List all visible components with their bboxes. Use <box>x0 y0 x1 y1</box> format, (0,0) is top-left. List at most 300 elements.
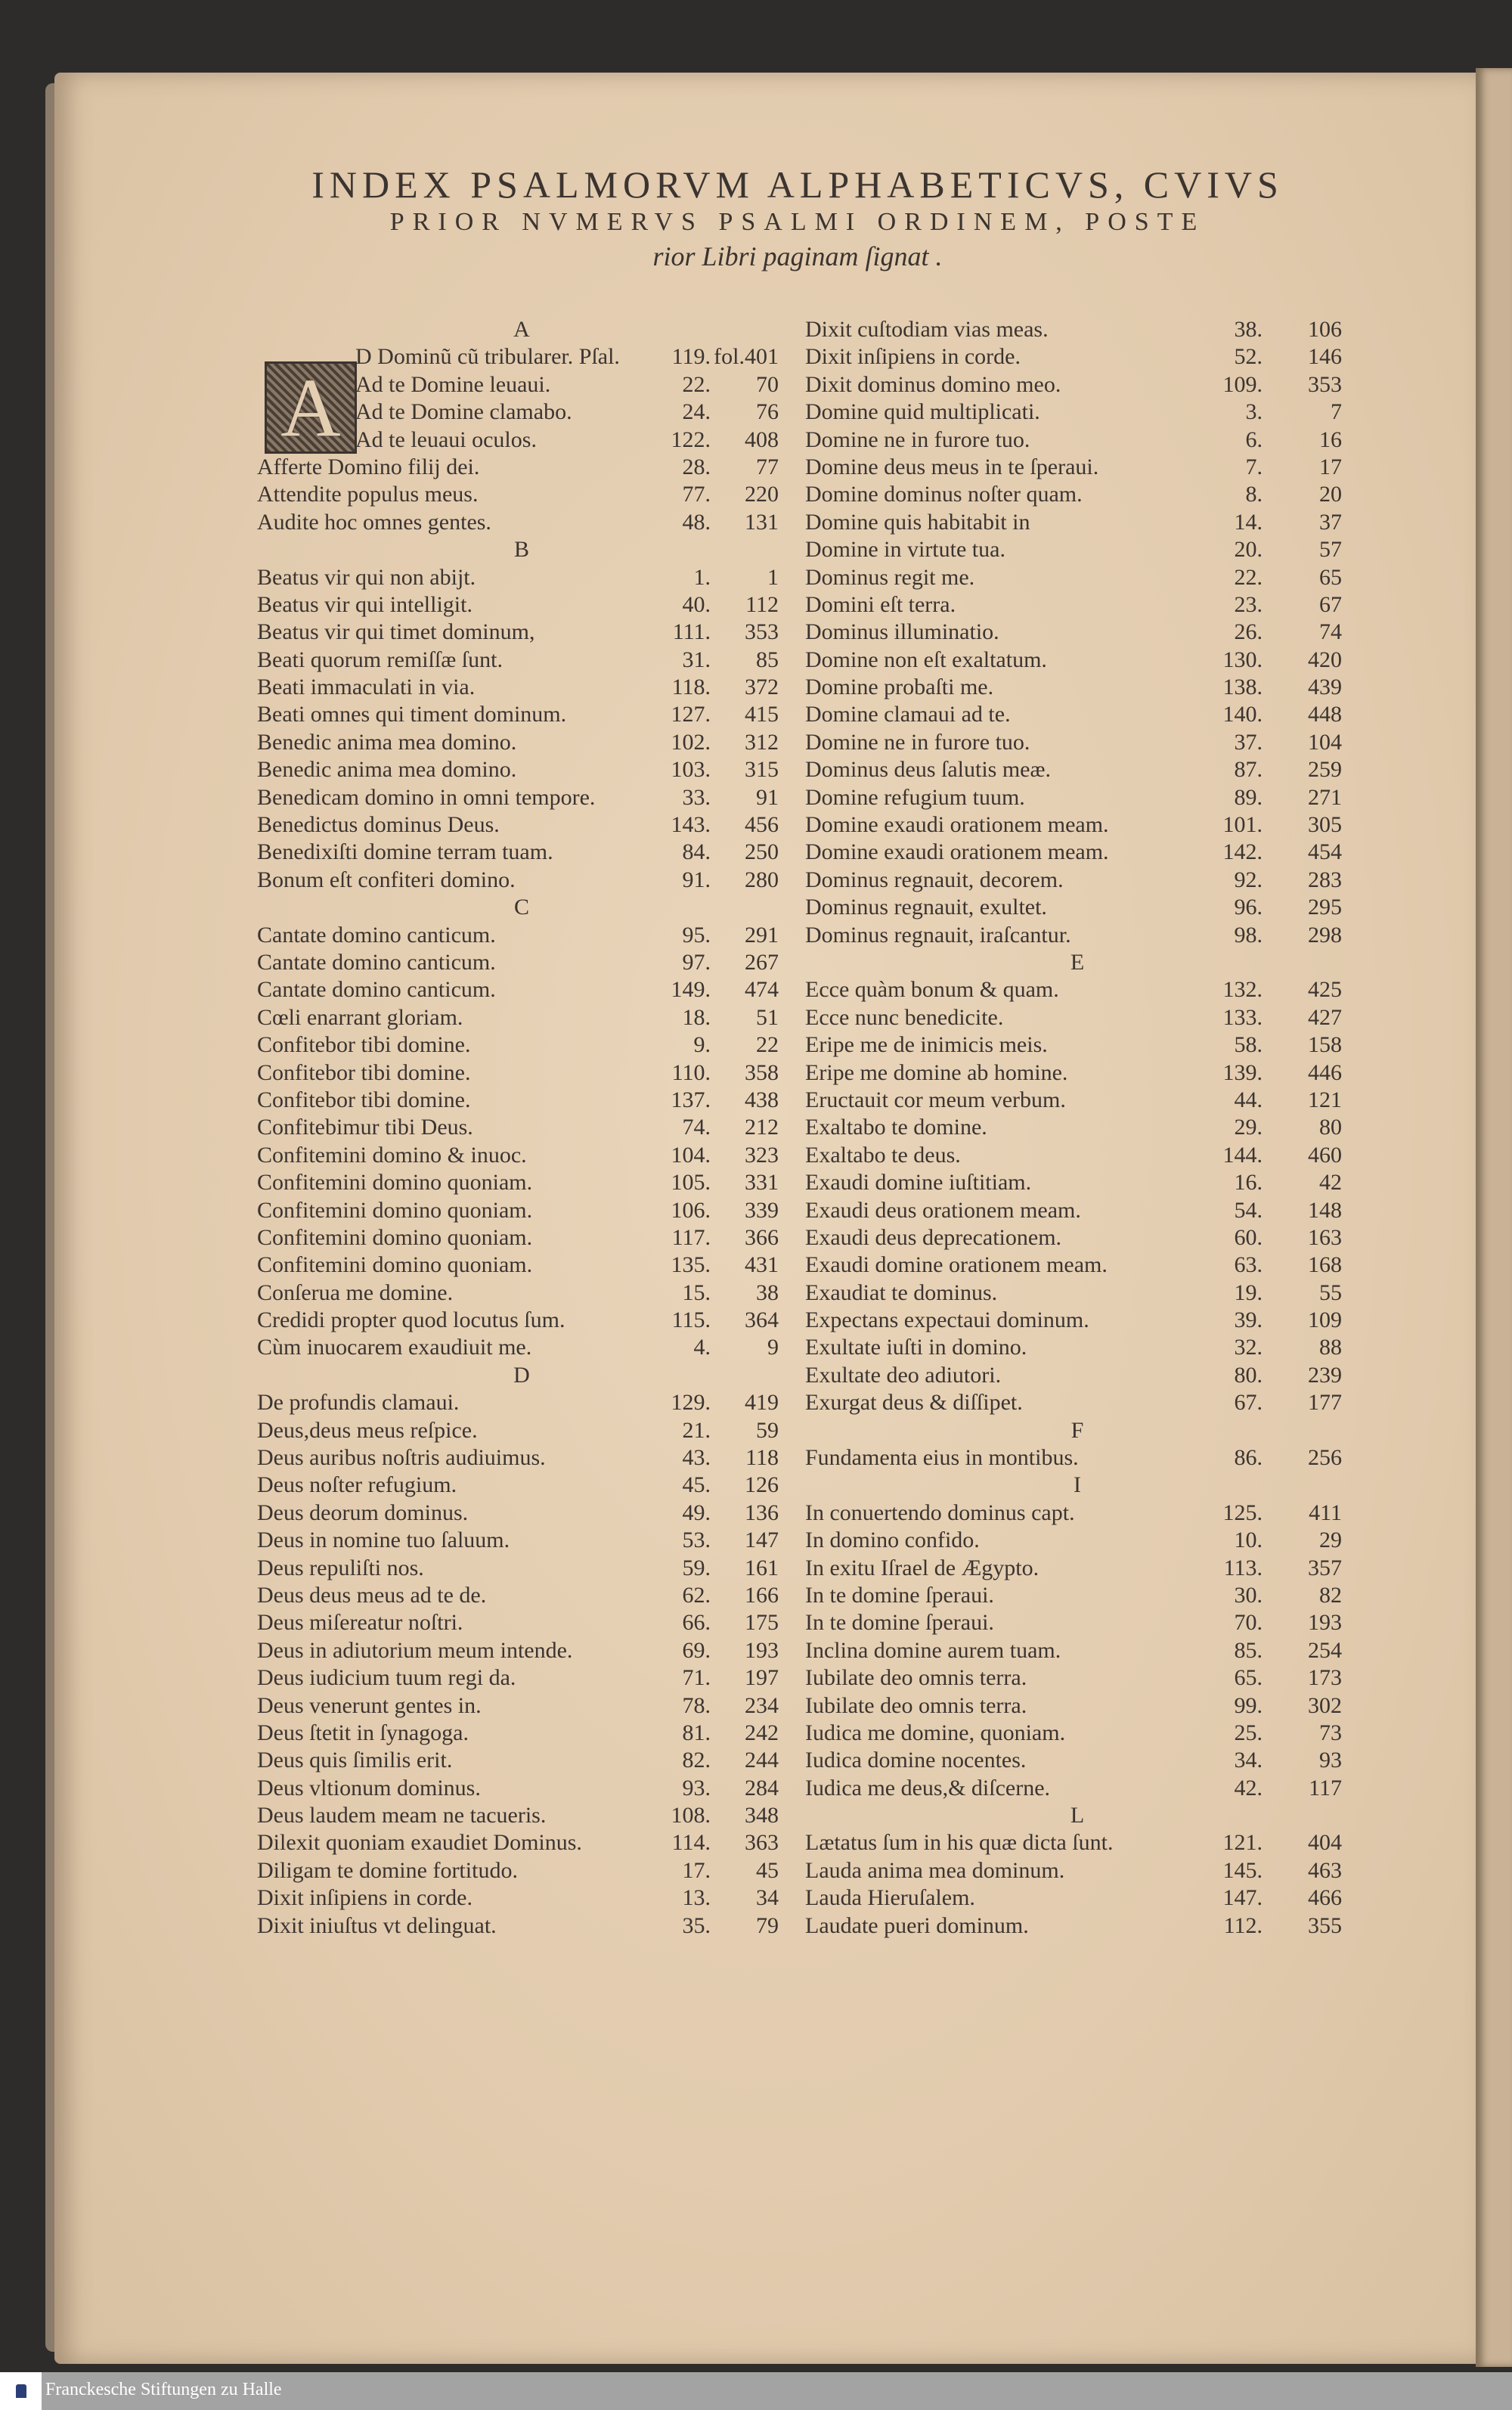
folio-number: 55 <box>1319 1279 1342 1305</box>
psalm-number: 92. <box>1234 867 1263 892</box>
index-entry <box>805 922 1349 949</box>
psalm-number: 103. <box>671 757 711 783</box>
entry-incipit: Cantate domino canticum. <box>257 977 496 1003</box>
entry-incipit: In domino confido. <box>805 1528 980 1553</box>
folio-number: 7 <box>1331 399 1342 425</box>
entry-incipit: Beati quorum remiſſæ ſunt. <box>257 647 503 672</box>
psalm-number: 125. <box>1222 1500 1263 1525</box>
folio-number: fol.401 <box>714 344 779 370</box>
folio-number: 131 <box>745 509 779 535</box>
psalm-number: 67. <box>1234 1390 1263 1416</box>
folio-number: 466 <box>1308 1885 1342 1911</box>
index-entry <box>257 1142 786 1169</box>
folio-number: 88 <box>1319 1335 1342 1360</box>
entry-incipit: Iudica me domine, quoniam. <box>805 1720 1066 1745</box>
entry-incipit: Beati omnes qui timent dominum. <box>257 702 567 727</box>
index-entry <box>257 1472 786 1499</box>
section-letter: E <box>1070 949 1085 975</box>
entry-incipit: Cœli enarrant gloriam. <box>257 1004 463 1030</box>
psalm-number: 66. <box>682 1610 711 1636</box>
entry-incipit: Iudica me deus,& diſcerne. <box>805 1775 1051 1801</box>
psalm-number: 121. <box>1222 1830 1263 1856</box>
entry-incipit: Cantate domino canticum. <box>257 949 496 975</box>
index-entry <box>257 619 786 646</box>
entry-incipit: Confitemini domino quoniam. <box>257 1224 533 1250</box>
folio-number: 415 <box>745 702 779 727</box>
folio-number: 177 <box>1308 1390 1342 1416</box>
folio-number: 250 <box>745 839 779 865</box>
folio-number: 364 <box>745 1307 779 1333</box>
folio-number: 37 <box>1319 509 1342 535</box>
entry-incipit: Attendite populus meus. <box>257 482 479 507</box>
psalm-number: 20. <box>1234 537 1263 563</box>
entry-incipit: Exultate deo adiutori. <box>805 1362 1002 1388</box>
entry-incipit: Dixit iniuſtus vt delinguat. <box>257 1912 497 1938</box>
entry-incipit: Domine probaſti me. <box>805 675 994 700</box>
psalm-number: 110. <box>671 1059 711 1085</box>
psalm-number: 38. <box>1234 317 1263 342</box>
folio-number: 353 <box>1308 371 1342 397</box>
entry-incipit: Ad te Domine clamabo. <box>355 399 572 425</box>
entry-incipit: Exaltabo te domine. <box>805 1115 987 1140</box>
psalm-number: 70. <box>1234 1610 1263 1636</box>
index-entry <box>257 949 786 976</box>
title-line-2: PRIOR NVMERVS PSALMI ORDINEM, POSTE <box>389 208 1206 236</box>
psalm-number: 25. <box>1234 1720 1263 1745</box>
index-entry <box>257 564 786 591</box>
title-line-3: rior Libri paginam ſignat . <box>652 241 943 271</box>
folio-number: 363 <box>745 1830 779 1856</box>
entry-incipit: Deus laudem meam ne tacueris. <box>257 1803 547 1828</box>
psalm-number: 147. <box>1222 1885 1263 1911</box>
psalm-number: 84. <box>682 839 711 865</box>
index-entry <box>257 1334 786 1361</box>
index-entry <box>805 1555 1349 1582</box>
index-entry <box>257 784 786 811</box>
entry-incipit: Confitemini domino quoniam. <box>257 1170 533 1196</box>
index-entry <box>805 1087 1349 1114</box>
index-entry <box>805 674 1349 701</box>
folio-number: 331 <box>745 1170 779 1196</box>
index-entry <box>805 1857 1349 1884</box>
folio-number: 372 <box>745 675 779 700</box>
folio-number: 175 <box>745 1610 779 1636</box>
index-entry <box>805 1224 1349 1252</box>
folio-number: 118 <box>745 1445 779 1471</box>
entry-incipit: Confitemini domino quoniam. <box>257 1197 533 1223</box>
index-entry <box>805 509 1349 536</box>
index-entry <box>805 1884 1349 1912</box>
index-entry <box>805 1444 1349 1472</box>
entry-incipit: Confitebor tibi domine. <box>257 1032 471 1058</box>
entry-incipit: Deus in adiutorium meum intende. <box>257 1637 573 1663</box>
index-entry <box>257 1609 786 1636</box>
entry-incipit: Diligam te domine fortitudo. <box>257 1857 518 1883</box>
entry-incipit: Fundamenta eius in montibus. <box>805 1445 1079 1471</box>
psalm-number: 112. <box>1223 1912 1263 1938</box>
folio-number: 16 <box>1319 426 1342 452</box>
index-entry <box>805 756 1349 783</box>
psalm-number: 6. <box>1245 426 1263 452</box>
folio-number: 1 <box>767 564 779 590</box>
psalm-number: 138. <box>1222 675 1263 700</box>
folio-number: 366 <box>745 1224 779 1250</box>
psalm-number: 18. <box>682 1004 711 1030</box>
entry-incipit: Dominus regnauit, iraſcantur. <box>805 922 1071 948</box>
psalm-number: 3. <box>1245 399 1263 425</box>
folio-number: 454 <box>1308 839 1342 865</box>
index-entry <box>805 316 1349 343</box>
folio-number: 73 <box>1319 1720 1342 1745</box>
psalm-number: 93. <box>682 1775 711 1801</box>
psalm-number: 54. <box>1234 1197 1263 1223</box>
entry-incipit: Dixit inſipiens in corde. <box>257 1885 472 1911</box>
psalm-number: 133. <box>1222 1004 1263 1030</box>
psalm-number: 113. <box>1223 1555 1263 1580</box>
psalm-number: 40. <box>682 591 711 617</box>
index-entry <box>257 1884 786 1912</box>
folio-number: 91 <box>756 784 779 810</box>
psalm-number: 22. <box>682 371 711 397</box>
psalm-number: 29. <box>1234 1115 1263 1140</box>
folio-number: 29 <box>1319 1528 1342 1553</box>
folio-number: 67 <box>1319 591 1342 617</box>
folio-number: 136 <box>745 1500 779 1525</box>
entry-incipit: Dominus illuminatio. <box>805 619 999 645</box>
folio-number: 408 <box>745 426 779 452</box>
entry-incipit: Cùm inuocarem exaudiuit me. <box>257 1335 532 1360</box>
psalm-number: 85. <box>1234 1637 1263 1663</box>
entry-incipit: Confitebor tibi domine. <box>257 1059 471 1085</box>
folio-number: 168 <box>1308 1252 1342 1278</box>
index-entry <box>257 1059 786 1087</box>
psalm-number: 74. <box>682 1115 711 1140</box>
entry-incipit: Exaudiat te dominus. <box>805 1279 998 1305</box>
entry-incipit: Domine quid multiplicati. <box>805 399 1040 425</box>
entry-incipit: Deus repuliſti nos. <box>257 1555 424 1580</box>
psalm-number: 42. <box>1234 1775 1263 1801</box>
index-entry <box>257 426 786 454</box>
entry-incipit: Exaudi domine orationem meam. <box>805 1252 1108 1278</box>
index-entry <box>805 454 1349 481</box>
entry-incipit: Afferte Domino filij dei. <box>257 454 480 479</box>
psalm-number: 45. <box>682 1472 711 1498</box>
index-entry <box>805 839 1349 866</box>
folio-number: 427 <box>1308 1004 1342 1030</box>
psalm-number: 60. <box>1234 1224 1263 1250</box>
entry-incipit: Exultate iuſti in domino. <box>805 1335 1027 1360</box>
section-letter: A <box>513 317 530 342</box>
psalm-number: 101. <box>1222 812 1263 838</box>
folio-number: 212 <box>745 1115 779 1140</box>
psalm-number: 81. <box>682 1720 711 1745</box>
folio-number: 59 <box>756 1417 779 1443</box>
folio-number: 358 <box>745 1059 779 1085</box>
footer-bar <box>0 2372 1512 2410</box>
entry-incipit: In conuertendo dominus capt. <box>805 1500 1075 1525</box>
folio-number: 463 <box>1308 1857 1342 1883</box>
psalm-number: 21. <box>682 1417 711 1443</box>
folio-number: 267 <box>745 949 779 975</box>
entry-incipit: Domine deus meus in te ſperaui. <box>805 454 1099 479</box>
index-entry <box>257 1417 786 1444</box>
index-entry <box>257 1857 786 1884</box>
folio-number: 305 <box>1308 812 1342 838</box>
index-entry <box>805 1004 1349 1031</box>
psalm-number: 22. <box>1234 564 1263 590</box>
folio-number: 254 <box>1308 1637 1342 1663</box>
index-entry <box>805 1197 1349 1224</box>
psalm-number: 43. <box>682 1445 711 1471</box>
folio-number: 234 <box>745 1692 779 1718</box>
psalm-number: 115. <box>671 1307 711 1333</box>
entry-incipit: Exaudi domine iuſtitiam. <box>805 1170 1032 1196</box>
index-entry <box>805 1829 1349 1856</box>
psalm-number: 132. <box>1222 977 1263 1003</box>
psalm-number: 65. <box>1234 1665 1263 1691</box>
psalm-number: 26. <box>1234 619 1263 645</box>
folio-number: 104 <box>1308 729 1342 755</box>
entry-incipit: Domine clamaui ad te. <box>805 702 1011 727</box>
index-entry <box>257 1720 786 1747</box>
psalm-number: 91. <box>682 867 711 892</box>
psalm-number: 89. <box>1234 784 1263 810</box>
index-entry <box>805 1775 1349 1802</box>
index-column-left <box>257 316 786 1940</box>
index-entry <box>805 1720 1349 1747</box>
index-entry <box>805 1142 1349 1169</box>
folio-number: 42 <box>1319 1170 1342 1196</box>
psalm-number: 4. <box>693 1335 711 1360</box>
index-entry <box>257 1307 786 1334</box>
psalm-number: 71. <box>682 1665 711 1691</box>
index-entry <box>257 1169 786 1196</box>
folio-number: 70 <box>756 371 779 397</box>
folio-number: 173 <box>1308 1665 1342 1691</box>
psalm-number: 87. <box>1234 757 1263 783</box>
folio-number: 284 <box>745 1775 779 1801</box>
index-entry <box>805 867 1349 894</box>
index-column-right <box>805 316 1349 1940</box>
index-entry <box>257 922 786 949</box>
entry-incipit: Benedixiſti domine terram tuam. <box>257 839 553 865</box>
folio-number: 355 <box>1308 1912 1342 1938</box>
psalm-number: 16. <box>1234 1170 1263 1196</box>
entry-incipit: Laudate pueri dominum. <box>805 1912 1029 1938</box>
index-entry <box>257 701 786 728</box>
index-entry <box>805 1609 1349 1636</box>
entry-incipit: Dixit inſipiens in corde. <box>805 344 1021 370</box>
psalm-number: 35. <box>682 1912 711 1938</box>
folio-number: 20 <box>1319 482 1342 507</box>
index-entry <box>257 839 786 866</box>
folio-number: 34 <box>756 1885 779 1911</box>
entry-incipit: Deus miſereatur noſtri. <box>257 1610 463 1636</box>
folio-number: 420 <box>1308 647 1342 672</box>
psalm-number: 34. <box>1234 1748 1263 1773</box>
logo-figure-icon <box>16 2384 26 2398</box>
folio-number: 239 <box>1308 1362 1342 1388</box>
index-entry <box>257 1637 786 1664</box>
entry-incipit: In te domine ſperaui. <box>805 1582 994 1608</box>
index-entry <box>257 867 786 894</box>
psalm-number: 10. <box>1234 1528 1263 1553</box>
index-entry <box>257 811 786 839</box>
folio-number: 193 <box>745 1637 779 1663</box>
index-entry <box>805 1747 1349 1774</box>
folio-number: 77 <box>756 454 779 479</box>
folio-number: 17 <box>1319 454 1342 479</box>
index-entry <box>805 729 1349 756</box>
psalm-number: 23. <box>1234 591 1263 617</box>
index-entry <box>805 591 1349 619</box>
psalm-number: 30. <box>1234 1582 1263 1608</box>
psalm-number: 80. <box>1234 1362 1263 1388</box>
folio-number: 80 <box>1319 1115 1342 1140</box>
psalm-number: 144. <box>1222 1142 1263 1168</box>
psalm-number: 127. <box>671 702 711 727</box>
folio-number: 259 <box>1308 757 1342 783</box>
psalm-number: 86. <box>1234 1445 1263 1471</box>
psalm-number: 99. <box>1234 1692 1263 1718</box>
entry-incipit: Iubilate deo omnis terra. <box>805 1692 1027 1718</box>
folio-number: 283 <box>1308 867 1342 892</box>
index-entry <box>805 1637 1349 1664</box>
psalm-number: 130. <box>1222 647 1263 672</box>
entry-incipit: Dominus regnauit, decorem. <box>805 867 1064 892</box>
entry-incipit: Domine exaudi orationem meam. <box>805 812 1109 838</box>
entry-incipit: Eripe me de inimicis meis. <box>805 1032 1048 1058</box>
psalm-number: 78. <box>682 1692 711 1718</box>
psalm-number: 15. <box>682 1279 711 1305</box>
psalm-number: 32. <box>1234 1335 1263 1360</box>
index-entry <box>257 509 786 536</box>
entry-incipit: In te domine ſperaui. <box>805 1610 994 1636</box>
folio-number: 166 <box>745 1582 779 1608</box>
index-entry <box>805 1334 1349 1361</box>
index-entry <box>805 1114 1349 1141</box>
psalm-number: 28. <box>682 454 711 479</box>
entry-incipit: Exaltabo te deus. <box>805 1142 961 1168</box>
psalm-number: 24. <box>682 399 711 425</box>
psalm-number: 39. <box>1234 1307 1263 1333</box>
section-letter: B <box>513 537 529 563</box>
index-entry <box>805 784 1349 811</box>
psalm-number: 129. <box>671 1390 711 1416</box>
index-entry <box>805 647 1349 674</box>
index-entry <box>257 1829 786 1856</box>
index-entry <box>257 1224 786 1252</box>
index-entry <box>805 536 1349 563</box>
index-entry <box>805 1031 1349 1059</box>
folio-number: 51 <box>756 1004 779 1030</box>
entry-incipit: Dixit cuſtodiam vias meas. <box>805 317 1049 342</box>
entry-incipit: Deus iudicium tuum regi da. <box>257 1665 516 1691</box>
entry-incipit: Domine non eſt exaltatum. <box>805 647 1047 672</box>
folio-number: 312 <box>745 729 779 755</box>
entry-incipit: Domine ne in furore tuo. <box>805 729 1030 755</box>
entry-incipit: Dominus regnauit, exultet. <box>805 895 1047 920</box>
folio-number: 38 <box>756 1279 779 1305</box>
index-entry <box>257 729 786 756</box>
index-entry <box>805 1307 1349 1334</box>
folio-number: 117 <box>1309 1775 1342 1801</box>
index-entry <box>257 1747 786 1774</box>
psalm-number: 97. <box>682 949 711 975</box>
index-entry <box>257 371 786 399</box>
index-entry <box>257 1555 786 1582</box>
folio-number: 109 <box>1308 1307 1342 1333</box>
entry-incipit: Ecce quàm bonum & quam. <box>805 977 1059 1003</box>
index-entry <box>257 976 786 1003</box>
entry-incipit: Benedictus dominus Deus. <box>257 812 500 838</box>
index-entry <box>257 1087 786 1114</box>
index-entry <box>257 1912 786 1940</box>
index-entry <box>805 1362 1349 1389</box>
entry-incipit: Exaudi deus orationem meam. <box>805 1197 1081 1223</box>
entry-incipit: Benedic anima mea domino. <box>257 757 517 783</box>
folio-number: 302 <box>1308 1692 1342 1718</box>
psalm-number: 140. <box>1222 702 1263 727</box>
psalm-number: 119. <box>671 344 711 370</box>
folio-number: 76 <box>756 399 779 425</box>
psalm-number: 142. <box>1222 839 1263 865</box>
psalm-number: 8. <box>1245 482 1263 507</box>
entry-incipit: Deus vltionum dominus. <box>257 1775 481 1801</box>
entry-incipit: Deus,deus meus reſpice. <box>257 1417 478 1443</box>
psalm-number: 149. <box>671 977 711 1003</box>
psalm-number: 52. <box>1234 344 1263 370</box>
folio-number: 448 <box>1308 702 1342 727</box>
folio-number: 146 <box>1308 344 1342 370</box>
folio-number: 339 <box>745 1197 779 1223</box>
index-entry <box>257 1802 786 1829</box>
index-entry <box>257 647 786 674</box>
entry-incipit: Domine quis habitabit in <box>805 509 1030 535</box>
index-entry <box>257 1279 786 1307</box>
folio-number: 161 <box>745 1555 779 1580</box>
entry-incipit: Deus quis ſimilis erit. <box>257 1748 453 1773</box>
entry-incipit: Ad te Domine leuaui. <box>355 371 551 397</box>
entry-incipit: Bonum eſt confiteri domino. <box>257 867 516 892</box>
index-entry <box>805 619 1349 646</box>
entry-incipit: Domine ne in furore tuo. <box>805 426 1030 452</box>
folio-number: 121 <box>1308 1087 1342 1112</box>
index-entry <box>805 1582 1349 1609</box>
index-entry <box>805 1252 1349 1279</box>
index-entry <box>805 1169 1349 1196</box>
folio-number: 291 <box>745 922 779 948</box>
entry-incipit: Beatus vir qui non abijt. <box>257 564 476 590</box>
entry-incipit: Benedic anima mea domino. <box>257 729 517 755</box>
folio-number: 93 <box>1319 1748 1342 1773</box>
entry-incipit: Confitebimur tibi Deus. <box>257 1115 473 1140</box>
entry-incipit: Iubilate deo omnis terra. <box>805 1665 1027 1691</box>
entry-incipit: Domine dominus noſter quam. <box>805 482 1083 507</box>
entry-incipit: Deus auribus noſtris audiuimus. <box>257 1445 546 1471</box>
folio-number: 106 <box>1308 317 1342 342</box>
folio-number: 271 <box>1308 784 1342 810</box>
psalm-number: 106. <box>671 1197 711 1223</box>
psalm-number: 33. <box>682 784 711 810</box>
entry-incipit: Beati immaculati in via. <box>257 675 476 700</box>
index-entry <box>805 701 1349 728</box>
entry-incipit: Credidi propter quod locutus ſum. <box>257 1307 565 1333</box>
section-letter: L <box>1070 1803 1085 1828</box>
entry-incipit: Exaudi deus deprecationem. <box>805 1224 1062 1250</box>
entry-incipit: Beatus vir qui timet dominum, <box>257 619 535 645</box>
index-entry <box>805 1692 1349 1720</box>
